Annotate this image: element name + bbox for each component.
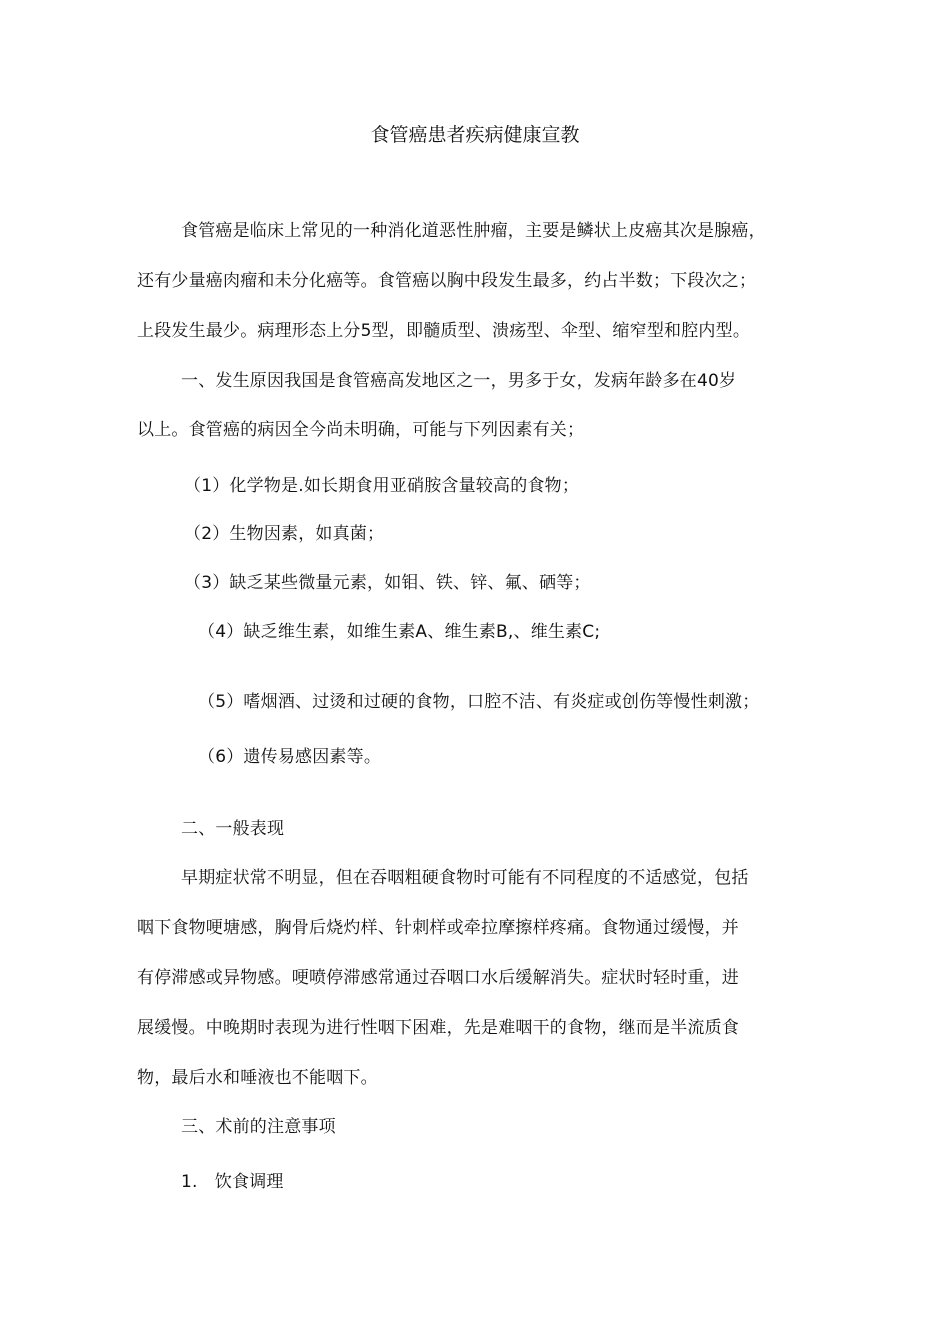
section2-line-4: 展缓慢。中晚期时表现为进行性咽下困难，先是难咽干的食物，继而是半流质食 — [137, 1018, 739, 1038]
cause-item-5: （5）嗜烟酒、过烫和过硬的食物，口腔不洁、有炎症或创伤等慢性刺激； — [198, 692, 760, 712]
intro-line-2: 还有少量癌肉瘤和未分化癌等。食管癌以胸中段发生最多，约占半数；下段次之； — [137, 271, 757, 291]
section2-line-3: 有停滞感或异物感。哽喷停滞感常通过吞咽口水后缓解消失。症状时轻时重，进 — [137, 968, 739, 988]
section2-line-5: 物，最后水和唾液也不能咽下。 — [137, 1068, 378, 1088]
section1-heading-line: 一、发生原因我国是食管癌高发地区之一，男多于女，发病年龄多在40岁 — [181, 371, 737, 391]
cause-item-3: （3）缺乏某些微量元素，如钼、铁、锌、氟、硒等； — [184, 573, 591, 593]
section2-line-1: 早期症状常不明显，但在吞咽粗硬食物时可能有不同程度的不适感觉，包括 — [181, 868, 749, 888]
page-title: 食管癌患者疾病健康宣教 — [370, 124, 580, 146]
cause-item-2: （2）生物因素，如真菌； — [184, 524, 385, 544]
section2-heading: 二、一般表现 — [181, 819, 285, 839]
cause-item-4: （4）缺乏维生素，如维生素A、维生素B,、维生素C; — [198, 622, 601, 642]
cause-item-6: （6）遗传易感因素等。 — [198, 747, 382, 767]
intro-line-1: 食管癌是临床上常见的一种消化道恶性肿瘤，主要是鳞状上皮癌其次是腺癌， — [181, 221, 766, 241]
intro-line-3: 上段发生最少。病理形态上分5型，即髓质型、溃疡型、伞型、缩窄型和腔内型。 — [137, 321, 751, 341]
cause-item-1: （1）化学物是.如长期食用亚硝胺含量较高的食物； — [184, 476, 580, 496]
section3-heading: 三、术前的注意事项 — [181, 1117, 336, 1137]
section3-item-1: 1. 饮食调理 — [181, 1172, 284, 1192]
section2-line-2: 咽下食物哽塘感，胸骨后烧灼样、针刺样或牵拉摩擦样疼痛。食物通过缓慢，并 — [137, 918, 739, 938]
section1-line-2: 以上。食管癌的病因全今尚未明确，可能与下列因素有关； — [137, 420, 585, 440]
